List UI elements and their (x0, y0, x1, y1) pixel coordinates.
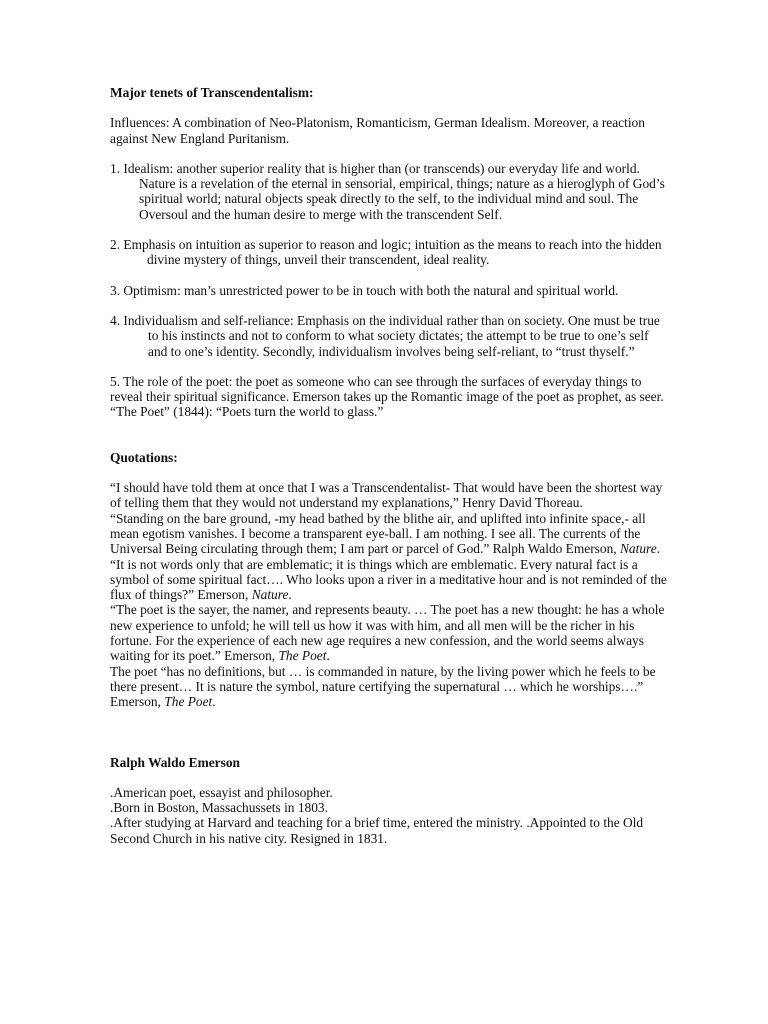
quotation-poet-sayer (110, 602, 670, 663)
tenet-item-3: 3. Optimism: man’s unrestricted power to be in touch with both the natural and spiritual world. (110, 282, 619, 298)
work-title: The Poet (164, 694, 213, 710)
work-title: Nature (251, 587, 289, 603)
influences-paragraph: Influences: A combination of Neo-Platonism, Romanticism, German Idealism. Moreover, a reaction against New England Puritanism. (110, 115, 645, 146)
quotations-heading: Quotations: (110, 449, 178, 465)
quotation-text: “It is not words only that are emblematic; it is things which are emblematic. Every natural fact is a symbol of some spiritual fact…. Who looks upon a river in a meditative hour and is not reminded of the flux of things?” Emerson, (110, 556, 667, 603)
quotation-text: “Standing on the bare ground, -my head bathed by the blithe air, and uplifted into infinite space,- all mean egotism vanishes. I become a transparent eye-ball. I am nothing. I see all. The currents of the Universal Being circulating through them; I am part or parcel of God.” Ralph Waldo Emerson, (110, 510, 646, 557)
quotation-nature-eyeball (110, 511, 670, 557)
quotation-end: . (326, 648, 330, 664)
quotation-end: . (288, 587, 292, 603)
tenet-item-2: 2. Emphasis on intuition as superior to reason and logic; intuition as the means to reach into the hidden divine mystery of things, unveil their transcendent, ideal reality. (110, 237, 662, 268)
tenet-item-1: 1. Idealism: another superior reality that is higher than (or transcends) our everyday life and world. Nature is a revelation of the eternal in sensorial, empirical, things; nature as a hieroglyph of God’s spiritual world; natural objects speak directly to the self, to the individual mind and soul. The Oversoul and the human desire to merge with the transcendent Self. (110, 160, 665, 222)
quotation-poet-definitions (110, 664, 670, 710)
emerson-fact-3: .After studying at Harvard and teaching for a brief time, entered the ministry. .Appointed to the Old Second Church in his native city. Resigned in 1831. (110, 815, 644, 846)
tenet-item-5: 5. The role of the poet: the poet as someone who can see through the surfaces of everyday things to reveal their spiritual significance. Emerson takes up the Romantic image of the poet as prophet, as seer. “The Poet” (1844): “Poets turn the world to glass.” (110, 373, 664, 420)
emerson-heading: Ralph Waldo Emerson (110, 754, 240, 770)
work-title: Nature (619, 541, 657, 557)
quotation-nature-emblematic (110, 557, 670, 603)
quotation-end: . (656, 541, 661, 557)
work-title: The Poet (278, 648, 327, 664)
emerson-fact-1: .American poet, essayist and philosopher. (110, 784, 333, 800)
tenets-heading: Major tenets of Transcendentalism: (110, 85, 314, 100)
quotation-end: . (212, 694, 216, 710)
quotation-thoreau: “I should have told them at once that I was a Transcendentalist- That would have been the shortest way of telling them that they would not understand my explanations,” Henry David Thoreau. (110, 480, 663, 511)
emerson-fact-2: .Born in Boston, Massachussets in 1803. (110, 800, 328, 816)
tenet-item-4: 4. Individualism and self-reliance: Emphasis on the individual rather than on society. One must be true to his instincts and not to conform to what society dictates; the attempt to be true to one’s self and to one’s identity. Secondly, individualism involves being self-reliant, to “trust thyself.” (110, 312, 660, 359)
quotation-text: The poet “has no definitions, but … is commanded in nature, by the living power which he feels to be there present… It is nature the symbol, nature certifying the supernatural … which he worships….” Emerson, (110, 663, 656, 710)
quotation-text: “The poet is the sayer, the namer, and represents beauty. … The poet has a new thought: he has a whole new experience to unfold; he will tell us how it was with him, and all men will be the richer in his fortune. For the experience of each new age requires a new confession, and the world seems always waiting for its poet.” Emerson, (110, 602, 665, 664)
document-page (110, 85, 670, 846)
